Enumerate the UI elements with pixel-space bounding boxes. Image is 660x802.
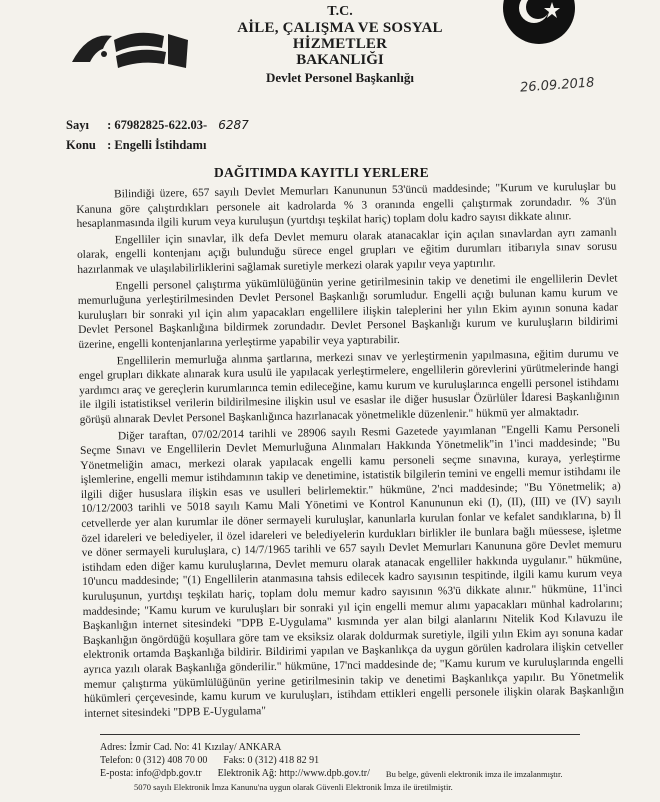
paragraph: Bilindiği üzere, 657 sayılı Devlet Memurları Kanununun 53'üncü maddesinde; "Kurum ve kuruluşlar bu Kanuna göre çalıştırdıkları personele ait kadrolarda % 3 oranında engelli çalıştırmak zorundadır. % 3'ün hesaplanmasında ilgili kurum veya kuruluşun (yurtdışı teşkilat hariç) toplam dolu kadro sayısı dikkate alınır. bbox=[76, 180, 617, 231]
header-bakanlik: BAKANLIĞI bbox=[296, 52, 384, 68]
footer-contact-row bbox=[100, 754, 580, 767]
sayi-handwritten: 6287 bbox=[218, 118, 249, 132]
document-body bbox=[76, 180, 624, 724]
konu-label: Konu bbox=[66, 138, 96, 152]
footer-address: Adres: İzmir Cad. No: 41 Kızılay/ ANKARA bbox=[100, 742, 282, 753]
footer-phone: Telefon: 0 (312) 408 70 00 bbox=[100, 755, 208, 766]
crescent-star-emblem-icon bbox=[500, 0, 578, 44]
ministry-logo-icon bbox=[68, 22, 190, 82]
reference-number-row bbox=[66, 118, 249, 133]
header-department: Devlet Personel Başkanlığı bbox=[265, 70, 415, 85]
paragraph: Engellilerin memurluğa alınma şartlarına, merkezi sınav ve yerleştirmenin yapılmasına, eğitim durumu ve engel grupları dikkate alınarak kura usulü ile yapılacak yerleştirmelere, engellilerin görevlerini yürütmelerinde hangi yardımcı araç ve gereçlerin kurumlarınca temin edileceğine, kamu kurum ve kuruluşlarınca engelli personel istihdamı ile ilgili istatistiksel verilerin bildirilmesine ilişkin usul ve esaslar ile diğer hususlar Özürlüler İdaresi Başkanlığının görüşü alınarak Devlet Personel Başkanlığınca hazırlanacak yönetmelikle düzenlenir." hükmü yer almaktadır. bbox=[78, 347, 620, 426]
konu-value: : Engelli İstihdamı bbox=[107, 138, 207, 152]
sayi-value: : 67982825-622.03- bbox=[107, 118, 208, 132]
document-footer bbox=[100, 734, 580, 794]
footer-fax: Faks: 0 (312) 418 82 91 bbox=[223, 755, 320, 766]
document-title: DAĞITIMDA KAYITLI YERLERE bbox=[214, 165, 429, 180]
footer-legal: 5070 sayılı Elektronik İmza Kanunu'na uygun olarak Güvenli Elektronik İmza ile üretilmiştir. bbox=[134, 782, 453, 792]
paragraph: Engelli personel çalıştırma yükümlülüğünün yerine getirilmesinin takip ve denetimi ile engellilerin Devlet memurluğuna yerleştirilmesinden Devlet Personel Başkanlığı sorumludur. Engelli açığı bulunan kamu kurum ve kuruluşları bir sonraki yıl için alım yapacakları engellilere ilişkin taleplerini her yılın Ekim ayının sonuna kadar Devlet Personel Başkanlığına bildirmek zorundadır. Devlet Personel Başkanlığı kurum ve kuruluşların bildirimi üzerine, engelli kontenjanlarına yerleştirme yapabilir veya yaptırabilir. bbox=[77, 272, 619, 351]
handwritten-date: 26.09.2018 bbox=[519, 75, 595, 96]
footer-web[interactable]: Elektronik Ağ: http://www.dpb.gov.tr/ bbox=[217, 768, 370, 779]
sayi-label: Sayı bbox=[66, 118, 89, 132]
footer-online-row bbox=[100, 767, 580, 781]
letterhead bbox=[200, 4, 480, 86]
paragraph: Diğer taraftan, 07/02/2014 tarihli ve 28906 sayılı Resmi Gazetede yayımlanan "Engelli Kamu Personeli Seçme Sınavı ve Engellilerin Devlet Memurluğuna Alınmaları Hakkında Yönetmelik"in 1'inci maddesinde; "Bu Yönetmeliğin amacı, merkezi olarak yapılacak engelli kamu personeli seçme sınavına, kuraya, yerleştirme işlemlerine, engelli memur istihdamının takip ve denetimine, istatistik bilgilerin temini ve engelli memur istihdamı ile ilgili diğer hususlara ilişkin esas ve usulleri belirlemektir." hükmüne, 2'nci maddesinde; "Bu Yönetmelik; a) 10/12/2003 tarihli ve 5018 sayılı Kamu Mali Yönetimi ve Kontrol Kanununun eki (I), (II), (III) ve (IV) sayılı cetvellerde yer alan kurumlar ile döner sermayeli kuruluşlar, kanunlarla kurulan fonlar ve kefalet sandıklarına, b) İl özel idareleri ve belediyeler, il özel idareleri ve belediyelerin kurdukları birlikler ile bunlara bağlı müessese, işletme ve döner sermayeli kuruluşlara, c) 14/7/1965 tarihli ve 657 sayılı Devlet Memurları Kanununa göre Devlet memuru istihdam eden diğer kamu kuruluşlarına, Devlet memuru olarak atanacak engelliler hakkında uygulanır." hükmüne, 10'uncu maddesinde; "(1) Engellilerin atanmasına tahsis edilecek kadro sayısının tespitinde, ilgili kamu kurum veya kuruluşunun, yurtdışı teşkilatı hariç, toplam dolu memur kadro sayısının %3'ü dikkate alınır." hükmüne, 11'inci maddesinde; "Kamu kurum ve kuruluşları bir sonraki yıl için engelli memur alımı yapacakları münhal kadrolarını; Başkanlığın internet sitesindeki "DPB E-Uygulama" kısmında yer alan bilgi alanlarını Nitelik Kod Kılavuzu ile Başkanlığın öngördüğü koşullara göre tam ve eksiksiz olarak doldurmak suretiyle, ilgili yılın Ekim ayı sonuna kadar elektronik ortamda Başkanlığa bildirir. Bildirimi yapılan ve Başkanlıkça da uygun görülen kadrolara ilişkin cetveller ayrıca yazılı olarak Başkanlığa gönderilir." hükmüne, 17'nci maddesinde de; "Kamu kurum ve kuruluşlarında engelli memur çalıştırma yükümlülüğünün yerine getirilmesinin takip ve denetimi Başkanlıkça yapılır. Bu Yönetmelik hükümleri çerçevesinde, kamu kurum ve kuruluşları, istihdam ettikleri engelli personele ilişkin olarak Başkanlığın internet sitesindeki "DPB E-Uygulama" bbox=[80, 421, 625, 720]
header-ministry: AİLE, ÇALIŞMA VE SOSYAL HİZMETLER bbox=[237, 20, 443, 52]
footer-signature-note: Bu belge, güvenli elektronik imza ile imzalanmıştır. bbox=[385, 769, 563, 779]
footer-email[interactable]: E-posta: info@dpb.gov.tr bbox=[100, 768, 202, 779]
paragraph: Engelliler için sınavlar, ilk defa Devlet memuru olarak atanacaklar için açılan sınavlardan ayrı zamanlı olarak, engelli kontenjanı açığı bulunduğu sürece engel grupları ve eğitim durumları itibarıyla sınav sorusu hazırlanmak ve ulaşılabilirliklerini sağlamak suretiyle merkezi olarak yapılır veya yaptırılır. bbox=[76, 226, 618, 276]
header-tc: T.C. bbox=[327, 4, 353, 19]
subject-row bbox=[66, 138, 206, 153]
